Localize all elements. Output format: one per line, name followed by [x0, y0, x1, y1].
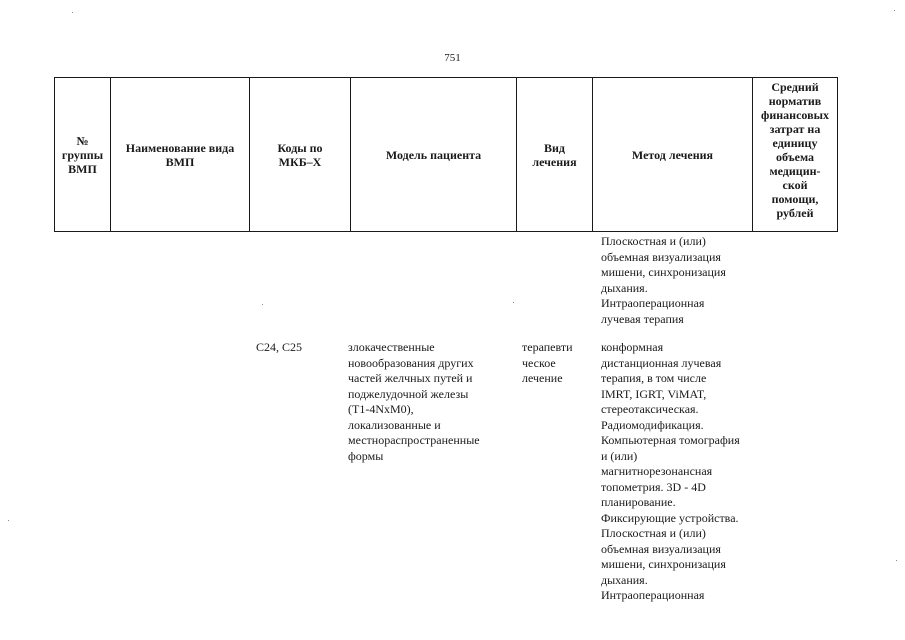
scan-speckle: [894, 10, 895, 11]
row-treatment-method: конформная дистанционная лучевая терапия, в том числе IMRT, IGRT, ViMAT, стереотаксическая. Радиомодификация. Компьютерная томография и (или) магнитнорезонансная топометрия. 3D - 4D планирование. Фиксирующие устройства. Плоскостная и (или) объемная визуализация мишени, синхронизация дыхания. Интраоперационная: [601, 340, 740, 602]
column-header-treatment-method: Метод лечения: [593, 78, 753, 232]
scan-speckle: [72, 12, 73, 13]
scan-speckle: [8, 520, 9, 521]
column-header-patient-model: Модель пациента: [351, 78, 517, 232]
page-number: 751: [444, 52, 461, 64]
row-treatment-type: терапевти ческое лечение: [522, 340, 573, 385]
row-icd-codes: C24, C25: [256, 340, 303, 354]
column-header-treatment-type: Вид лечения: [517, 78, 593, 232]
column-header-icd-codes: Коды по МКБ–Х: [250, 78, 351, 232]
scan-speckle: [896, 560, 897, 561]
continuation-method-text: Плоскостная и (или) объемная визуализация мишени, синхронизация дыхания. Интраоперационная лучевая терапия: [601, 234, 726, 326]
scan-speckle: [513, 302, 514, 303]
header-row: [55, 78, 838, 232]
row-patient-model: злокачественные новообразования других частей желчных путей и поджелудочной железы (T1-4NxM0), локализованные и местнораспространенные формы: [348, 340, 480, 463]
column-header-cost-standard: Средний норматив финансовых затрат на единицу объема медицин- ской помощи, рублей: [753, 78, 838, 232]
table-header: [54, 77, 838, 232]
scan-speckle: [262, 304, 263, 305]
column-header-group-number: № группы ВМП: [55, 78, 111, 232]
column-header-vmp-name: Наименование вида ВМП: [111, 78, 250, 232]
